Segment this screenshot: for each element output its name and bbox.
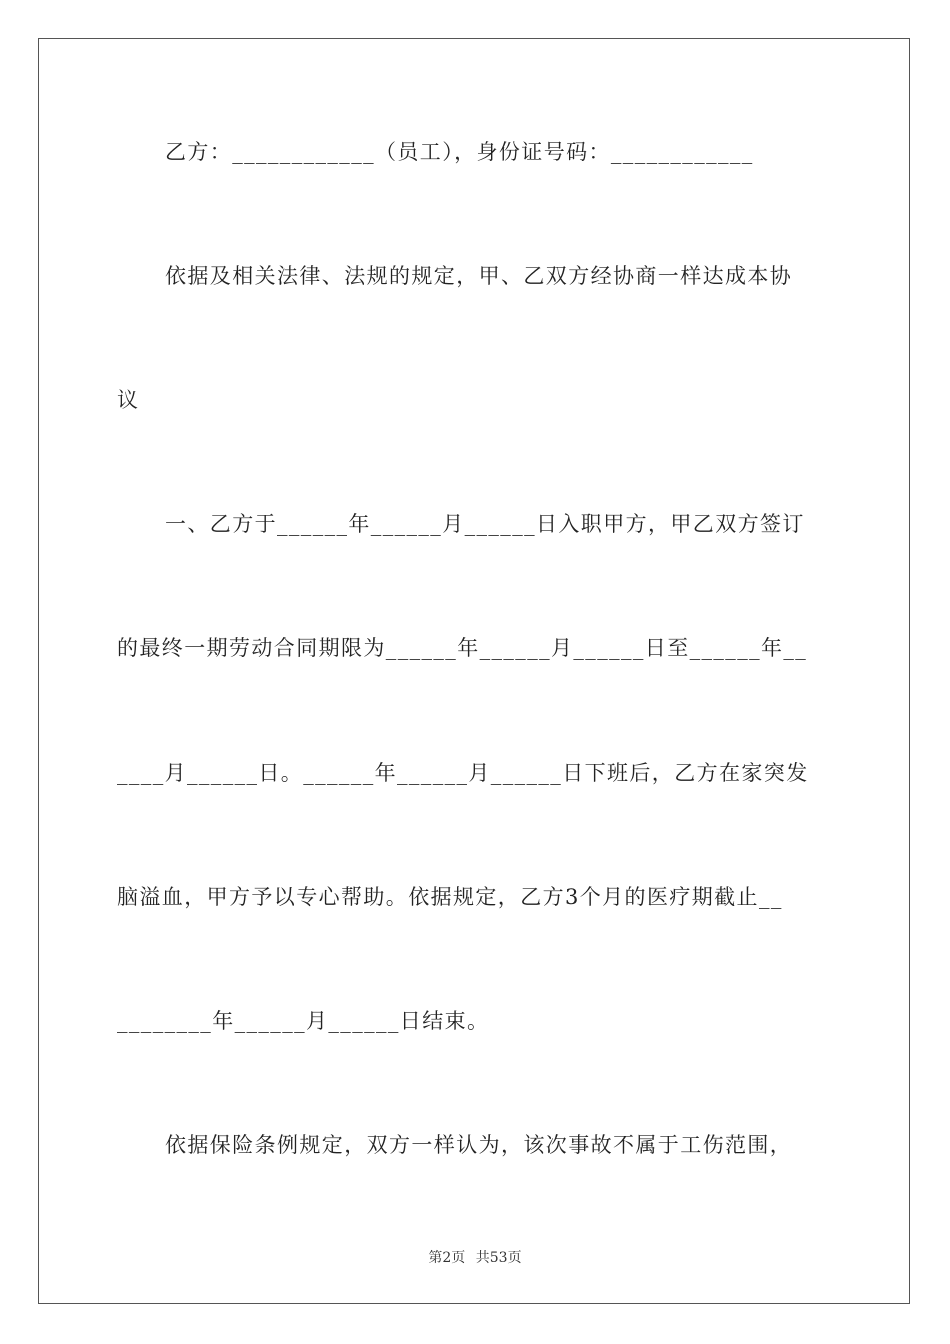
paragraph-line: 议 xyxy=(117,388,140,412)
paragraph-line: ____月______日。______年______月______日下班后，乙方在家突发 xyxy=(117,761,809,785)
paragraph-line: 依据保险条例规定，双方一样认为，该次事故不属于工伤范围， xyxy=(165,1133,793,1157)
total-pages: 共53页 xyxy=(475,1250,522,1266)
party-b-line: 乙方：____________（员工），身份证号码：____________ xyxy=(165,140,754,164)
page-number: 第2页 xyxy=(428,1250,466,1266)
paragraph-line: 脑溢血，甲方予以专心帮助。依据规定，乙方3个月的医疗期截止__ xyxy=(117,885,783,909)
paragraph-line: ________年______月______日结束。 xyxy=(117,1009,490,1033)
paragraph-line: 一、乙方于______年______月______日入职甲方，甲乙双方签订 xyxy=(165,512,805,536)
paragraph-line: 的最终一期劳动合同期限为______年______月______日至______年__ xyxy=(117,636,808,660)
page-frame xyxy=(38,38,910,1304)
page-footer xyxy=(0,1247,950,1267)
paragraph-line: 依据及相关法律、法规的规定，甲、乙双方经协商一样达成本协 xyxy=(165,264,793,288)
